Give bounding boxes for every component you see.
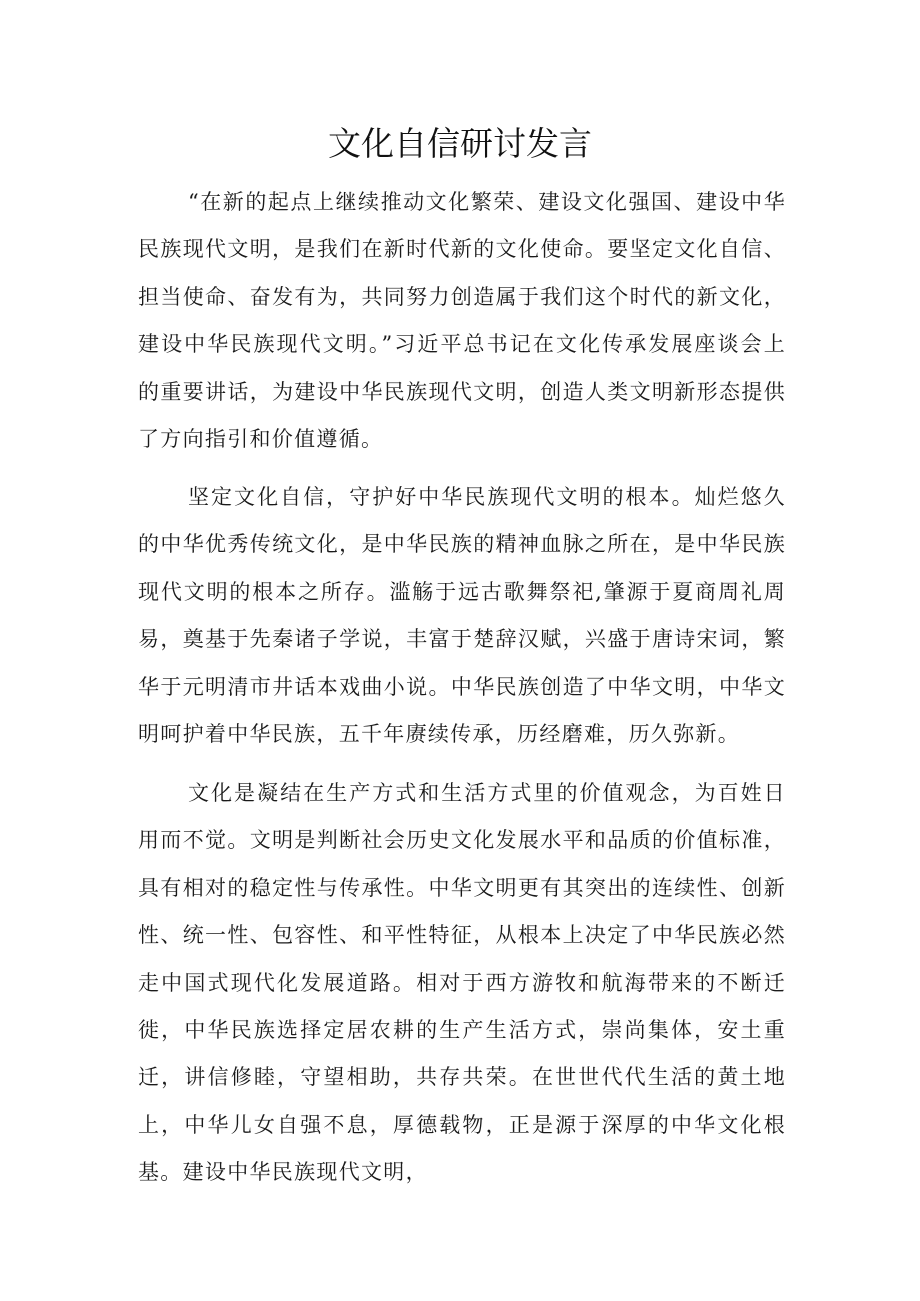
paragraph-2: 坚定文化自信，守护好中华民族现代文明的根本。灿烂悠久的中华优秀传统文化，是中华民族的精神血脉之所在，是中华民族现代文明的根本之所存。滥觞于远古歌舞祭祀,肇源于夏商周礼周易，奠基于先秦诸子学说，丰富于楚辞汉赋，兴盛于唐诗宋词，繁华于元明清市井话本戏曲小说。中华民族创造了中华文明，中华文明呵护着中华民族，五千年赓续传承，历经磨难，历久弥新。	[138, 485, 786, 747]
paragraph-3: 文化是凝结在生产方式和生活方式里的价值观念，为百姓日用而不觉。文明是判断社会历史文化发展水平和品质的价值标准，具有相对的稳定性与传承性。中华文明更有其突出的连续性、创新性、统一性、包容性、和平性特征，从根本上决定了中华民族必然走中国式现代化发展道路。相对于西方游牧和航海带来的不断迁徙，中华民族选择定居农耕的生产生活方式，崇尚集体，安土重迁，讲信修睦，守望相助，共存共荣。在世世代代生活的黄土地上，中华儿女自强不息，厚德载物，正是源于深厚的中华文化根基。建设中华民族现代文明，	[138, 781, 786, 1185]
paragraph-1: “在新的起点上继续推动文化繁荣、建设文化强国、建设中华民族现代文明，是我们在新时代新的文化使命。要坚定文化自信、担当使命、奋发有为，共同努力创造属于我们这个时代的新文化，建设中华民族现代文明。”习近平总书记在文化传承发展座谈会上的重要讲话，为建设中华民族现代文明，创造人类文明新形态提供了方向指引和价值遵循。	[138, 190, 786, 452]
document-title: 文化自信研讨发言	[328, 124, 592, 163]
